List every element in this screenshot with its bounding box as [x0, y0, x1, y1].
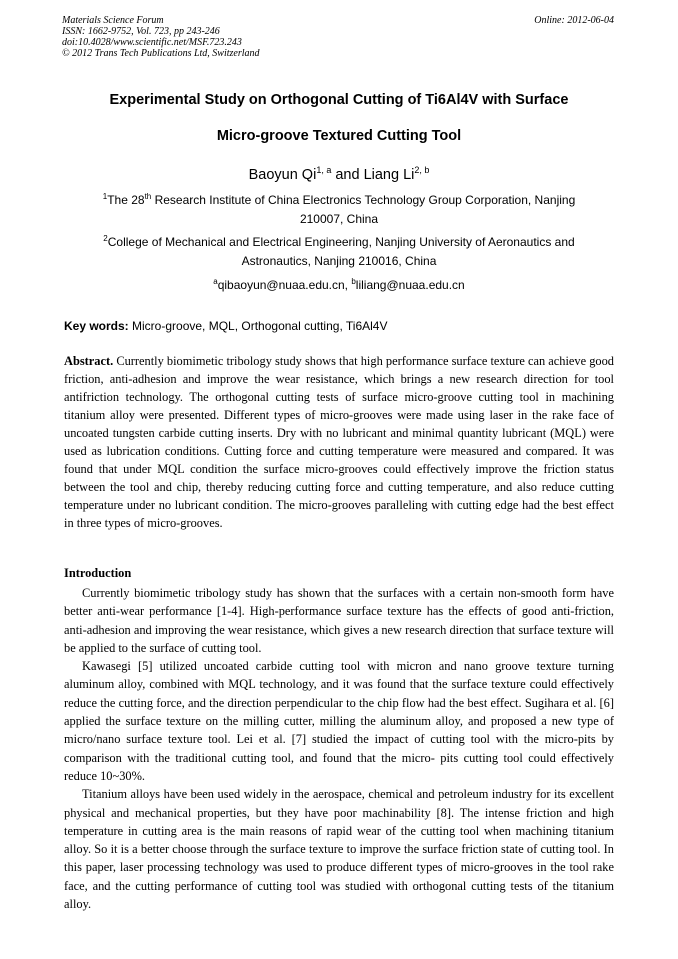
affiliation-1-text-a: The 28 — [107, 193, 145, 207]
author-conjunction: and — [331, 167, 364, 183]
journal-name: Materials Science Forum — [62, 15, 164, 26]
author-list — [40, 166, 638, 184]
author-1: Baoyun Qi — [248, 167, 317, 183]
keywords — [64, 318, 387, 334]
author-emails — [40, 277, 638, 293]
paper-title-line-1: Experimental Study on Orthogonal Cutting of Ti6Al4V with Surface — [109, 92, 569, 108]
intro-paragraph-1: Currently biomimetic tribology study has shown that the surfaces with a certain non-smooth form have better anti-wear performance [1-4]. High-performance surface texture has the effects of good anti-friction, anti-adhesion and improving the wear resistance, which gives a new research direction that surface texture will be applied to the surface of cutting tool. — [64, 586, 614, 655]
author-1-affil-mark: 1, a — [316, 165, 332, 175]
email-b-mark: b — [351, 277, 356, 286]
intro-paragraph-2: Kawasegi [5] utilized uncoated carbide cutting tool with micron and nano groove texture turning aluminum alloy, combined with MQL technology, and it was found that the surface texture could effectively reduce the cutting force, and the direction perpendicular to the chip flow had the best effect. Sugihara et al. [6] applied the surface texture on the milling cutter, milling the aluminum alloy, and proposed a new type of micro/nano surface texture tool. Lei et al. [7] studied the impact of cutting tool with the micro-pits by comparison with the traditional cutting tool, and found that the micro- pits cutting tool could effectively reduce 10~30%. — [64, 659, 614, 783]
abstract — [64, 352, 614, 532]
copyright-line: © 2012 Trans Tech Publications Ltd, Switzerland — [62, 48, 260, 59]
affiliation-1-text-b: Research Institute of China Electronics Technology Group Corporation, Nanjing 210007, China — [151, 193, 576, 226]
paper-title-line-2: Micro-groove Textured Cutting Tool — [216, 128, 462, 144]
affiliation-1-ordinal: th — [144, 192, 152, 201]
affiliation-2-text: College of Mechanical and Electrical Engineering, Nanjing University of Aeronautics and Astronautics, Nanjing 210016, China — [107, 235, 575, 268]
email-a-mark: a — [213, 277, 218, 286]
email-b: liliang@nuaa.edu.cn — [355, 278, 465, 292]
abstract-text: Currently biomimetic tribology study shows that high performance surface texture can achieve good friction, anti-adhesion and improve the wear resistance, which brings a new research direction for tool antifriction technology. The orthogonal cutting tests of surface micro-groove cutting tool in machining titanium alloy were presented. Different types of micro-grooves were made using laser in the rake face of uncoated tungsten carbide cutting inserts. Dry with no lubricant and minimal quantity lubricant (MQL) were used as lubrication conditions. Cutting force and cutting temperature were measured and compared. It was found that under MQL condition the surface micro-grooves could effectively improve the friction status between the tool and chip, thereby reducing cutting force and cutting temperature, and also reduce cutting temperature under no lubricant condition. The micro-grooves paralleling with cutting edge had the best effect in three types of micro-grooves. — [64, 354, 614, 531]
introduction-body — [64, 584, 614, 913]
issn-line: ISSN: 1662-9752, Vol. 723, pp 243-246 — [62, 26, 220, 37]
email-a: qibaoyun@nuaa.edu.cn, — [217, 278, 352, 292]
online-date: Online: 2012-06-04 — [534, 15, 614, 26]
doi-line: doi:10.4028/www.scientific.net/MSF.723.243 — [62, 37, 242, 48]
keywords-text: Micro-groove, MQL, Orthogonal cutting, Ti6Al4V — [128, 319, 388, 333]
affiliation-1-mark: 1 — [102, 192, 108, 201]
affiliation-2 — [80, 233, 598, 271]
section-heading-introduction: Introduction — [64, 566, 132, 580]
abstract-label: Abstract. — [64, 354, 114, 368]
author-2-affil-mark: 2, b — [414, 165, 430, 175]
publication-header — [62, 15, 260, 59]
keywords-label: Key words: — [64, 319, 129, 333]
affiliation-1 — [80, 191, 598, 229]
affiliation-2-mark: 2 — [103, 234, 108, 243]
intro-paragraph-3: Titanium alloys have been used widely in the aerospace, chemical and petroleum industry for its excellent physical and mechanical properties, but they have poor machinability [8]. The intense friction and high temperature in cutting area is the main reasons of rapid wear of the cutting tool when machining titanium alloy. So it is a better choose through the surface texture to improve the surface friction state of cutting tool. In this paper, laser processing technology was used to produce different types of micro-grooves in the tool rake face, and the cutting performance of cutting tool was studied with orthogonal cutting tests of the titanium alloy. — [64, 787, 614, 912]
author-2: Liang Li — [363, 167, 415, 183]
